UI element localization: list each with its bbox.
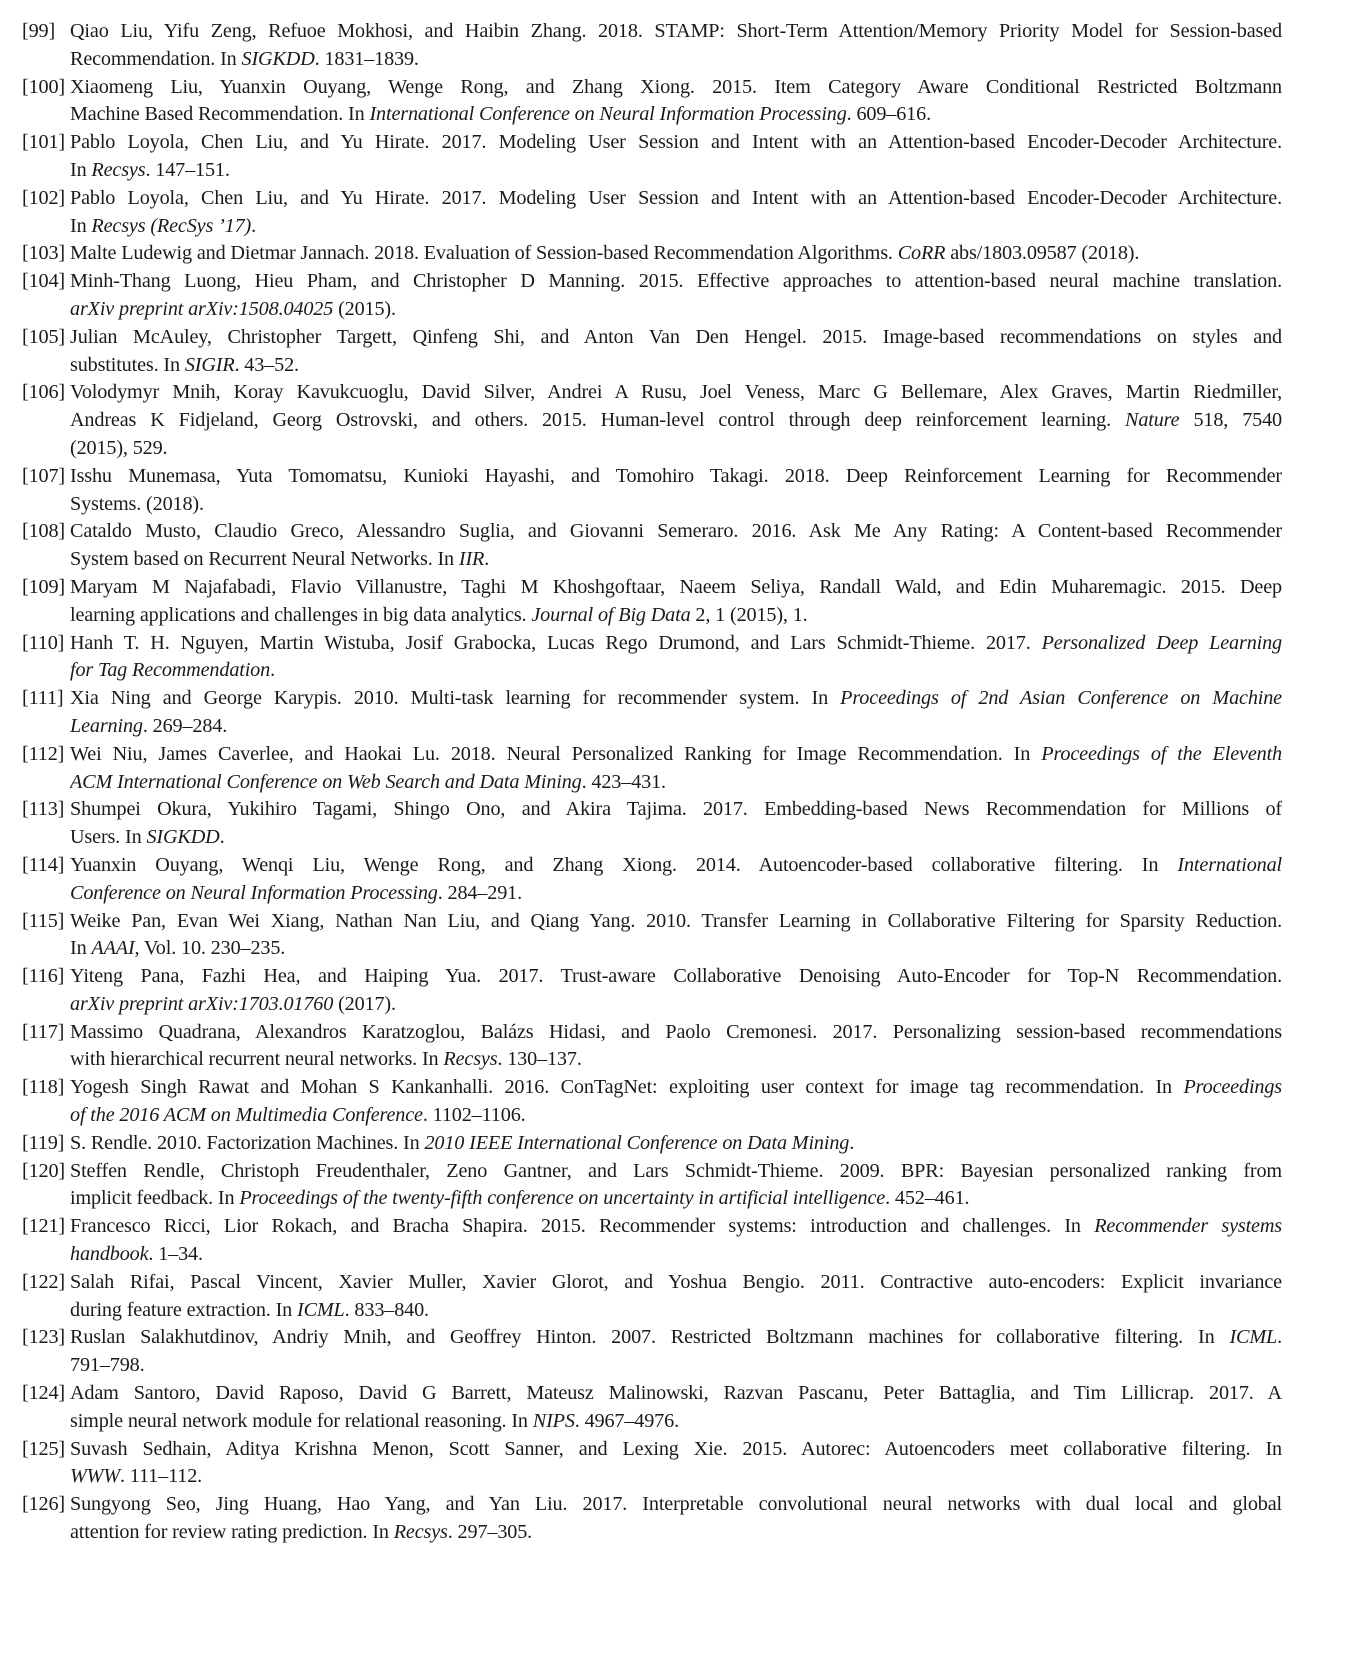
reference-number: [118]: [22, 1076, 65, 1099]
reference-line: [70, 574, 1282, 602]
reference-text: , Vol. 10. 230–235.: [134, 937, 286, 960]
reference-italic-text: ICML: [1229, 1326, 1278, 1349]
reference-number: [120]: [22, 1159, 65, 1182]
reference-italic-text: handbook: [70, 1243, 149, 1266]
reference-entry: [22, 463, 1282, 519]
reference-number: [116]: [22, 965, 65, 988]
reference-text: Yogesh Singh Rawat and Mohan S Kankanhalli. 2016. ConTagNet: exploiting user context for image tag recommendation. In: [70, 1076, 1184, 1099]
reference-number: [113]: [22, 798, 65, 821]
reference-text: . 609–616.: [846, 103, 931, 126]
reference-text: Francesco Ricci, Lior Rokach, and Bracha Shapira. 2015. Recommender systems: introduction and challenges. In: [70, 1215, 1095, 1238]
reference-italic-text: Recsys: [393, 1521, 448, 1544]
reference-line: [70, 1046, 1282, 1074]
reference-entry: [22, 324, 1282, 380]
reference-text: . 833–840.: [344, 1298, 429, 1321]
reference-text: Malte Ludewig and Dietmar Jannach. 2018. Evaluation of Session-based Recommendation Algorithms.: [70, 242, 898, 265]
reference-entry: [22, 1074, 1282, 1130]
reference-number: [111]: [22, 687, 64, 710]
reference-text: attention for review rating prediction. In: [70, 1521, 394, 1544]
reference-list: [22, 18, 1282, 1547]
reference-italic-text: ACM International Conference on Web Search and Data Mining: [70, 770, 582, 793]
reference-line: [70, 1019, 1282, 1047]
reference-line: [70, 491, 1282, 519]
reference-entry: [22, 741, 1282, 797]
reference-number: [107]: [22, 464, 65, 487]
reference-italic-text: CoRR: [897, 242, 946, 265]
reference-italic-text: SIGKDD: [241, 47, 315, 70]
reference-line: [70, 18, 1282, 46]
reference-line: [70, 1297, 1282, 1325]
reference-number: [122]: [22, 1270, 65, 1293]
reference-italic-text: arXiv preprint arXiv:1703.01760: [70, 992, 334, 1015]
reference-number: [105]: [22, 325, 65, 348]
reference-italic-text: ICML: [297, 1298, 345, 1321]
reference-line: [70, 101, 1282, 129]
reference-number: [119]: [22, 1131, 65, 1154]
reference-italic-text: Journal of Big Data: [531, 603, 691, 626]
reference-italic-text: Conference on Neural Information Processing: [70, 881, 438, 904]
reference-text: Steffen Rendle, Christoph Freudenthaler, Zeno Gantner, and Lars Schmidt-Thieme. 2009. BPR: Bayesian personalized ranking from: [70, 1159, 1282, 1182]
reference-text: Pablo Loyola, Chen Liu, and Yu Hirate. 2017. Modeling User Session and Intent with an Attention-based Encoder-Decoder Architecture.: [70, 186, 1282, 209]
reference-text: .: [849, 1131, 855, 1154]
reference-italic-text: Proceedings of the Eleventh: [1041, 742, 1282, 765]
reference-line: [70, 1352, 1282, 1380]
reference-entry: [22, 963, 1282, 1019]
reference-text: learning applications and challenges in big data analytics.: [70, 603, 532, 626]
reference-line: [70, 1436, 1282, 1464]
reference-line: [70, 1102, 1282, 1130]
reference-line: [70, 46, 1282, 74]
reference-italic-text: WWW: [70, 1465, 120, 1488]
reference-italic-text: Recsys: [443, 1048, 498, 1071]
reference-line: [70, 518, 1282, 546]
reference-text: . 452–461.: [885, 1187, 970, 1210]
reference-line: [70, 657, 1282, 685]
reference-entry: [22, 852, 1282, 908]
reference-text: . 43–52.: [234, 353, 299, 376]
reference-line: [70, 324, 1282, 352]
reference-line: [70, 1074, 1282, 1102]
reference-text: Yiteng Pana, Fazhi Hea, and Haiping Yua. 2017. Trust-aware Collaborative Denoising Auto-Encoder for Top-N Recommendation.: [70, 965, 1282, 988]
reference-line: [70, 880, 1282, 908]
reference-number: [110]: [22, 631, 65, 654]
reference-entry: [22, 1213, 1282, 1269]
reference-italic-text: International: [1177, 853, 1282, 876]
reference-entry: [22, 1436, 1282, 1492]
reference-line: [70, 1491, 1282, 1519]
reference-entry: [22, 796, 1282, 852]
reference-italic-text: SIGIR: [184, 353, 235, 376]
reference-italic-text: Recommender systems: [1094, 1215, 1282, 1238]
reference-italic-text: SIGKDD: [146, 826, 220, 849]
reference-text: Xiaomeng Liu, Yuanxin Ouyang, Wenge Rong, and Zhang Xiong. 2015. Item Category Aware Conditional Restricted Boltzmann: [70, 75, 1282, 98]
reference-text: Shumpei Okura, Yukihiro Tagami, Shingo Ono, and Akira Tajima. 2017. Embedding-based News Recommendation for Millions of: [70, 798, 1282, 821]
reference-entry: [22, 518, 1282, 574]
reference-line: [70, 713, 1282, 741]
reference-line: [70, 463, 1282, 491]
reference-number: [123]: [22, 1326, 65, 1349]
reference-line: [70, 908, 1282, 936]
reference-italic-text: International Conference on Neural Information Processing: [369, 103, 847, 126]
reference-line: [70, 379, 1282, 407]
reference-number: [102]: [22, 186, 65, 209]
reference-entry: [22, 379, 1282, 462]
reference-entry: [22, 1324, 1282, 1380]
reference-entry: [22, 268, 1282, 324]
reference-line: [70, 852, 1282, 880]
reference-text: Pablo Loyola, Chen Liu, and Yu Hirate. 2017. Modeling User Session and Intent with an Attention-based Encoder-Decoder Architecture.: [70, 131, 1282, 154]
reference-line: [70, 769, 1282, 797]
reference-text: during feature extraction. In: [70, 1298, 297, 1321]
reference-line: [70, 685, 1282, 713]
reference-number: [109]: [22, 575, 65, 598]
reference-text: abs/1803.09587 (2018).: [945, 242, 1140, 265]
reference-entry: [22, 129, 1282, 185]
reference-italic-text: arXiv preprint arXiv:1508.04025: [70, 297, 334, 320]
reference-entry: [22, 1269, 1282, 1325]
reference-line: [70, 1463, 1282, 1491]
reference-entry: [22, 18, 1282, 74]
reference-line: [70, 213, 1282, 241]
reference-text: Salah Rifai, Pascal Vincent, Xavier Muller, Xavier Glorot, and Yoshua Bengio. 2011. Contractive auto-encoders: Explicit invariance: [70, 1270, 1282, 1293]
reference-italic-text: for Tag Recommendation: [70, 659, 271, 682]
reference-line: [70, 991, 1282, 1019]
reference-number: [99]: [22, 20, 56, 42]
reference-line: [70, 1269, 1282, 1297]
reference-number: [124]: [22, 1382, 65, 1405]
reference-italic-text: Recsys: [91, 158, 146, 181]
reference-line: [70, 74, 1282, 102]
reference-line: [70, 741, 1282, 769]
reference-text: . 1–34.: [148, 1243, 203, 1266]
reference-text: implicit feedback. In: [70, 1187, 240, 1210]
reference-line: [70, 1158, 1282, 1186]
reference-text: Sungyong Seo, Jing Huang, Hao Yang, and Yan Liu. 2017. Interpretable convolutional neural networks with dual local and global: [70, 1493, 1282, 1516]
reference-entry: [22, 908, 1282, 964]
reference-text: In: [70, 158, 92, 181]
reference-italic-text: Nature: [1125, 409, 1180, 432]
reference-line: [70, 1324, 1282, 1352]
reference-line: [70, 630, 1282, 658]
reference-number: [104]: [22, 270, 65, 293]
reference-text: Isshu Munemasa, Yuta Tomomatsu, Kunioki Hayashi, and Tomohiro Takagi. 2018. Deep Reinforcement Learning for Recommender: [70, 464, 1282, 487]
reference-entry: [22, 185, 1282, 241]
reference-text: Minh-Thang Luong, Hieu Pham, and Christopher D Manning. 2015. Effective approaches to attention-based neural machine translation.: [70, 270, 1282, 293]
reference-text: simple neural network module for relational reasoning. In: [70, 1409, 533, 1432]
reference-text: Ruslan Salakhutdinov, Andriy Mnih, and Geoffrey Hinton. 2007. Restricted Boltzmann machines for collaborative filtering. In: [70, 1326, 1230, 1349]
reference-text: .: [484, 548, 490, 571]
reference-text: System based on Recurrent Neural Networks. In: [70, 548, 459, 571]
reference-italic-text: Personalized Deep Learning: [1041, 631, 1282, 654]
reference-text: Qiao Liu, Yifu Zeng, Refuoe Mokhosi, and Haibin Zhang. 2018. STAMP: Short-Term Attention/Memory Priority Model for Session-based: [70, 20, 1282, 42]
reference-line: [70, 935, 1282, 963]
reference-text: .: [270, 659, 275, 682]
reference-number: [114]: [22, 853, 65, 876]
reference-entry: [22, 685, 1282, 741]
reference-number: [101]: [22, 131, 65, 154]
reference-text: In: [70, 937, 92, 960]
reference-entry: [22, 1380, 1282, 1436]
reference-line: [70, 129, 1282, 157]
reference-line: [70, 1519, 1282, 1547]
reference-text: Wei Niu, James Caverlee, and Haokai Lu. 2018. Neural Personalized Ranking for Image Recommendation. In: [70, 742, 1042, 765]
reference-line: [70, 546, 1282, 574]
reference-line: [70, 240, 1282, 268]
reference-line: [70, 1408, 1282, 1436]
reference-text: . 111–112.: [120, 1465, 203, 1488]
reference-line: [70, 268, 1282, 296]
reference-text: .: [1277, 1326, 1282, 1349]
reference-number: [117]: [22, 1020, 65, 1043]
reference-italic-text: IIR: [458, 548, 485, 571]
reference-text: with hierarchical recurrent neural networks. In: [70, 1048, 444, 1071]
reference-line: [70, 157, 1282, 185]
reference-text: Cataldo Musto, Claudio Greco, Alessandro Suglia, and Giovanni Semeraro. 2016. Ask Me Any Rating: A Content-based Recommender: [70, 520, 1282, 543]
reference-number: [100]: [22, 75, 65, 98]
reference-number: [112]: [22, 742, 65, 765]
reference-text: Massimo Quadrana, Alexandros Karatzoglou, Balázs Hidasi, and Paolo Cremonesi. 2017. Personalizing session-based recommendations: [70, 1020, 1282, 1043]
reference-line: [70, 407, 1282, 435]
reference-text: Systems. (2018).: [70, 492, 204, 515]
reference-entry: [22, 1130, 1282, 1158]
reference-line: [70, 796, 1282, 824]
reference-italic-text: Proceedings of 2nd Asian Conference on Machine: [840, 687, 1282, 710]
reference-entry: [22, 630, 1282, 686]
reference-line: [70, 1213, 1282, 1241]
reference-text: 518, 7540: [1179, 409, 1282, 432]
reference-text: . 269–284.: [142, 714, 228, 737]
reference-line: [70, 824, 1282, 852]
reference-text: Suvash Sedhain, Aditya Krishna Menon, Scott Sanner, and Lexing Xie. 2015. Autorec: Autoencoders meet collaborative filtering. In: [70, 1437, 1282, 1460]
reference-text: S. Rendle. 2010. Factorization Machines. In: [70, 1131, 425, 1154]
reference-number: [108]: [22, 520, 65, 543]
reference-text: .: [251, 214, 257, 237]
reference-italic-text: of the 2016 ACM on Multimedia Conference: [70, 1104, 423, 1127]
reference-text: . 423–431.: [581, 770, 666, 793]
reference-text: Julian McAuley, Christopher Targett, Qinfeng Shi, and Anton Van Den Hengel. 2015. Image-based recommendations on styles and: [70, 325, 1282, 348]
reference-text: (2017).: [333, 992, 396, 1015]
reference-text: Andreas K Fidjeland, Georg Ostrovski, and others. 2015. Human-level control through deep reinforcement learning.: [70, 409, 1126, 432]
reference-text: substitutes. In: [70, 353, 185, 376]
reference-entry: [22, 1158, 1282, 1214]
reference-text: In: [70, 214, 92, 237]
reference-text: (2015).: [333, 297, 396, 320]
reference-text: . 4967–4976.: [574, 1409, 679, 1432]
reference-text: Volodymyr Mnih, Koray Kavukcuoglu, David Silver, Andrei A Rusu, Joel Veness, Marc G Bellemare, Alex Graves, Martin Riedmiller,: [70, 381, 1282, 404]
reference-number: [125]: [22, 1437, 65, 1460]
reference-italic-text: NIPS: [532, 1409, 575, 1432]
reference-line: [70, 963, 1282, 991]
reference-entry: [22, 574, 1282, 630]
reference-text: Machine Based Recommendation. In: [70, 103, 370, 126]
reference-italic-text: Proceedings: [1183, 1076, 1282, 1099]
reference-text: . 284–291.: [437, 881, 523, 904]
reference-text: . 130–137.: [497, 1048, 582, 1071]
reference-text: (2015), 529.: [70, 436, 168, 459]
reference-text: Yuanxin Ouyang, Wenqi Liu, Wenge Rong, and Zhang Xiong. 2014. Autoencoder-based collaborative filtering. In: [70, 853, 1178, 876]
reference-number: [106]: [22, 381, 65, 404]
reference-number: [121]: [22, 1215, 65, 1238]
reference-text: Maryam M Najafabadi, Flavio Villanustre, Taghi M Khoshgoftaar, Naeem Seliya, Randall Wald, and Edin Muharemagic. 2015. Deep: [70, 575, 1282, 598]
reference-italic-text: 2010 IEEE International Conference on Data Mining: [424, 1131, 850, 1154]
reference-text: . 1831–1839.: [314, 47, 419, 70]
reference-number: [126]: [22, 1493, 65, 1516]
reference-entry: [22, 1491, 1282, 1547]
reference-italic-text: Proceedings of the twenty-fifth conference on uncertainty in artificial intelligence: [239, 1187, 886, 1210]
reference-line: [70, 1380, 1282, 1408]
reference-text: 791–798.: [70, 1354, 145, 1377]
reference-text: Users. In: [70, 826, 147, 849]
reference-text: 2, 1 (2015), 1.: [690, 603, 808, 626]
reference-number: [103]: [22, 242, 65, 265]
reference-line: [70, 1130, 1282, 1158]
reference-entry: [22, 240, 1282, 268]
reference-line: [70, 352, 1282, 380]
reference-line: [70, 185, 1282, 213]
reference-line: [70, 435, 1282, 463]
reference-number: [115]: [22, 909, 65, 932]
reference-italic-text: AAAI: [91, 937, 135, 960]
reference-text: .: [219, 826, 225, 849]
reference-line: [70, 1185, 1282, 1213]
reference-line: [70, 296, 1282, 324]
reference-italic-text: Learning: [70, 714, 143, 737]
reference-text: . 1102–1106.: [422, 1104, 526, 1127]
reference-line: [70, 602, 1282, 630]
reference-text: Xia Ning and George Karypis. 2010. Multi-task learning for recommender system. In: [70, 687, 841, 710]
reference-text: . 147–151.: [145, 158, 230, 181]
reference-text: Adam Santoro, David Raposo, David G Barrett, Mateusz Malinowski, Razvan Pascanu, Peter Battaglia, and Tim Lillicrap. 2017. A: [70, 1382, 1282, 1405]
reference-text: Recommendation. In: [70, 47, 242, 70]
reference-text: Weike Pan, Evan Wei Xiang, Nathan Nan Liu, and Qiang Yang. 2010. Transfer Learning in Collaborative Filtering for Sparsity Reduction.: [70, 909, 1282, 932]
reference-line: [70, 1241, 1282, 1269]
reference-text: . 297–305.: [447, 1521, 533, 1544]
reference-text: Hanh T. H. Nguyen, Martin Wistuba, Josif Grabocka, Lucas Rego Drumond, and Lars Schmidt-Thieme. 2017.: [70, 631, 1042, 654]
reference-entry: [22, 1019, 1282, 1075]
reference-italic-text: Recsys (RecSys ’17): [91, 214, 252, 237]
reference-entry: [22, 74, 1282, 130]
